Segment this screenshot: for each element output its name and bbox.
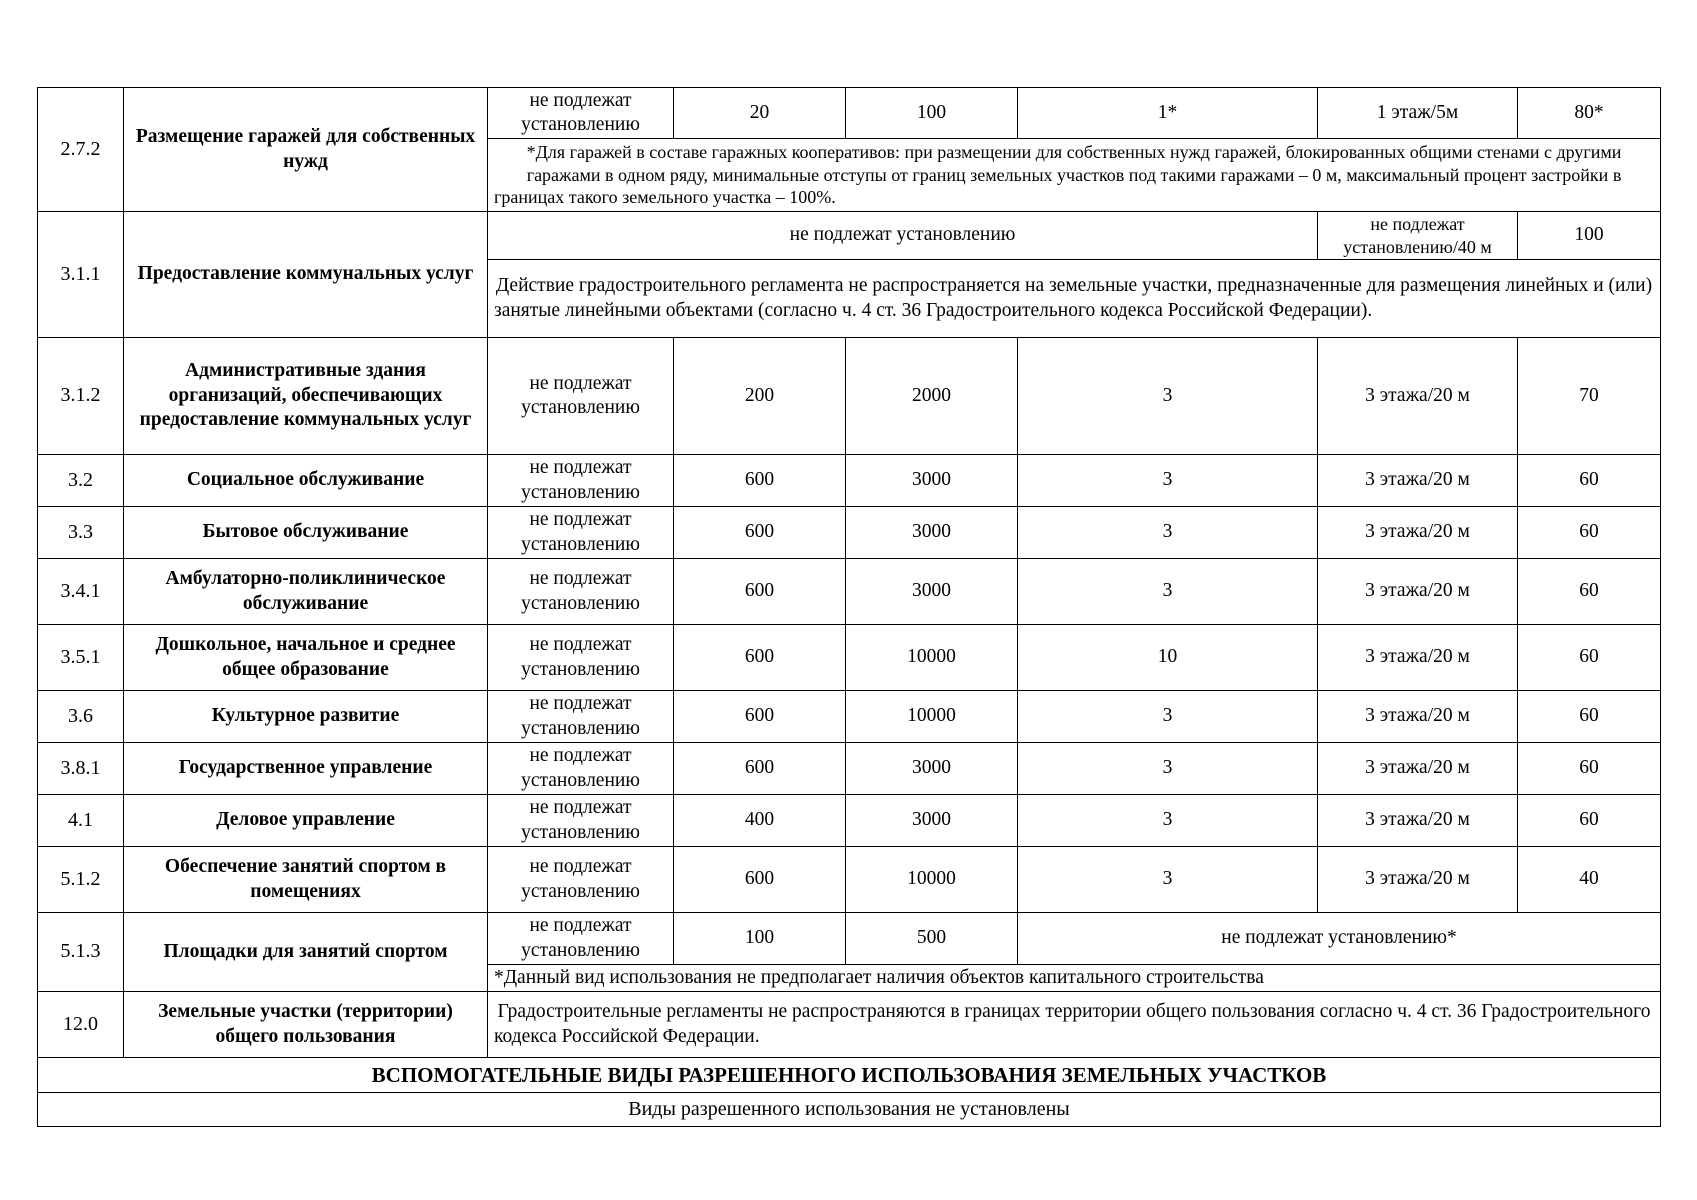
row-name: Предоставление коммунальных услуг <box>124 212 488 338</box>
cell-value: 600 <box>674 691 846 743</box>
cell-value: 1* <box>1018 88 1318 139</box>
row-code: 12.0 <box>38 992 124 1058</box>
cell-value: 10 <box>1018 625 1318 691</box>
cell-value: 3 этажа/20 м <box>1318 691 1518 743</box>
row-code: 4.1 <box>38 795 124 847</box>
cell-value: 60 <box>1518 507 1661 559</box>
cell-value: 3 <box>1018 847 1318 913</box>
row-code: 5.1.2 <box>38 847 124 913</box>
cell-value: 60 <box>1518 625 1661 691</box>
cell-value: 600 <box>674 743 846 795</box>
cell-value: 100 <box>846 88 1018 139</box>
table-row <box>38 913 1661 965</box>
cell-value: 3 этажа/20 м <box>1318 743 1518 795</box>
merged-value: не подлежат установлению* <box>1018 913 1661 965</box>
cell-value: не подлежат установлению <box>488 507 674 559</box>
cell-value: 600 <box>674 455 846 507</box>
row-code: 3.4.1 <box>38 559 124 625</box>
cell-value: не подлежат установлению <box>488 625 674 691</box>
cell-value: не подлежат установлению <box>488 559 674 625</box>
cell-value: 200 <box>674 338 846 455</box>
cell-value: не подлежат установлению/40 м <box>1318 212 1518 260</box>
section-text: Виды разрешенного использования не установлены <box>38 1093 1661 1127</box>
section-row <box>38 1093 1661 1127</box>
cell-value: 100 <box>674 913 846 965</box>
row-code: 3.2 <box>38 455 124 507</box>
cell-value: 20 <box>674 88 846 139</box>
cell-value: 80* <box>1518 88 1661 139</box>
cell-value: 3000 <box>846 559 1018 625</box>
cell-value: 3 <box>1018 691 1318 743</box>
row-code: 5.1.3 <box>38 913 124 992</box>
cell-value: 3 этажа/20 м <box>1318 625 1518 691</box>
row-name: Социальное обслуживание <box>124 455 488 507</box>
table-row <box>38 507 1661 559</box>
row-note: Градостроительные регламенты не распространяются в границах территории общего пользования согласно ч. 4 ст. 36 Градостроительного кодекса Российской Федерации. <box>488 992 1661 1058</box>
cell-value: 60 <box>1518 795 1661 847</box>
row-note: *Для гаражей в составе гаражных кооперативов: при размещении для собственных нужд гаражей, блокированных общими стенами с другими гаражами в одном ряду, минимальные отступы от границ земельных участков под такими гаражами – 0 м, максимальный процент застройки в границах такого земельного участка – 100%. <box>488 139 1661 212</box>
cell-value: 3 этажа/20 м <box>1318 559 1518 625</box>
cell-value: 10000 <box>846 625 1018 691</box>
row-name: Площадки для занятий спортом <box>124 913 488 992</box>
cell-value: 3 этажа/20 м <box>1318 507 1518 559</box>
cell-value: 3 <box>1018 455 1318 507</box>
cell-value: 60 <box>1518 743 1661 795</box>
cell-value: не подлежат установлению <box>488 338 674 455</box>
cell-value: 100 <box>1518 212 1661 260</box>
cell-value: 3000 <box>846 455 1018 507</box>
table-row <box>38 743 1661 795</box>
cell-value: не подлежат установлению <box>488 847 674 913</box>
row-code: 3.5.1 <box>38 625 124 691</box>
section-row <box>38 1058 1661 1093</box>
section-title: ВСПОМОГАТЕЛЬНЫЕ ВИДЫ РАЗРЕШЕННОГО ИСПОЛЬЗОВАНИЯ ЗЕМЕЛЬНЫХ УЧАСТКОВ <box>38 1058 1661 1093</box>
cell-value: не подлежат установлению <box>488 795 674 847</box>
row-note: Действие градостроительного регламента не распространяется на земельные участки, предназначенные для размещения линейных и (или) занятые линейными объектами (согласно ч. 4 ст. 36 Градостроительного кодекса Российской Федерации). <box>488 260 1661 338</box>
cell-value: 600 <box>674 847 846 913</box>
cell-value: 1 этаж/5м <box>1318 88 1518 139</box>
cell-value: 500 <box>846 913 1018 965</box>
row-name: Земельные участки (территории) общего пользования <box>124 992 488 1058</box>
table-row <box>38 847 1661 913</box>
cell-value: 40 <box>1518 847 1661 913</box>
table-row <box>38 795 1661 847</box>
cell-value: 3 этажа/20 м <box>1318 847 1518 913</box>
table-row <box>38 88 1661 139</box>
cell-value: 600 <box>674 559 846 625</box>
table-row <box>38 625 1661 691</box>
cell-value: не подлежат установлению <box>488 691 674 743</box>
cell-value: 600 <box>674 507 846 559</box>
row-name: Административные здания организаций, обеспечивающих предоставление коммунальных услуг <box>124 338 488 455</box>
cell-value: не подлежат установлению <box>488 88 674 139</box>
cell-value: 3 этажа/20 м <box>1318 338 1518 455</box>
row-name: Бытовое обслуживание <box>124 507 488 559</box>
row-name: Деловое управление <box>124 795 488 847</box>
row-code: 3.8.1 <box>38 743 124 795</box>
row-code: 2.7.2 <box>38 88 124 212</box>
cell-value: 3 <box>1018 795 1318 847</box>
row-code: 3.1.1 <box>38 212 124 338</box>
cell-value: 2000 <box>846 338 1018 455</box>
table-row <box>38 992 1661 1058</box>
row-code: 3.3 <box>38 507 124 559</box>
cell-value: 3 <box>1018 338 1318 455</box>
cell-value: 60 <box>1518 455 1661 507</box>
row-name: Обеспечение занятий спортом в помещениях <box>124 847 488 913</box>
table-row <box>38 559 1661 625</box>
regulations-table <box>37 87 1661 1127</box>
merged-value: не подлежат установлению <box>488 212 1318 260</box>
cell-value: не подлежат установлению <box>488 743 674 795</box>
cell-value: 3 <box>1018 743 1318 795</box>
cell-value: 3000 <box>846 795 1018 847</box>
row-code: 3.1.2 <box>38 338 124 455</box>
table-row <box>38 338 1661 455</box>
cell-value: 3 <box>1018 559 1318 625</box>
row-code: 3.6 <box>38 691 124 743</box>
row-name: Амбулаторно-поликлиническое обслуживание <box>124 559 488 625</box>
cell-value: 3000 <box>846 507 1018 559</box>
cell-value: 3 <box>1018 507 1318 559</box>
row-name: Дошкольное, начальное и среднее общее образование <box>124 625 488 691</box>
cell-value: 400 <box>674 795 846 847</box>
cell-value: 70 <box>1518 338 1661 455</box>
row-name: Государственное управление <box>124 743 488 795</box>
table-row <box>38 455 1661 507</box>
cell-value: 3 этажа/20 м <box>1318 455 1518 507</box>
table-row <box>38 691 1661 743</box>
row-note: *Данный вид использования не предполагает наличия объектов капитального строительства <box>488 965 1661 992</box>
cell-value: 3 этажа/20 м <box>1318 795 1518 847</box>
row-name: Размещение гаражей для собственных нужд <box>124 88 488 212</box>
cell-value: не подлежат установлению <box>488 913 674 965</box>
cell-value: не подлежат установлению <box>488 455 674 507</box>
cell-value: 3000 <box>846 743 1018 795</box>
cell-value: 600 <box>674 625 846 691</box>
table-row <box>38 212 1661 260</box>
cell-value: 60 <box>1518 691 1661 743</box>
row-name: Культурное развитие <box>124 691 488 743</box>
cell-value: 10000 <box>846 691 1018 743</box>
cell-value: 60 <box>1518 559 1661 625</box>
cell-value: 10000 <box>846 847 1018 913</box>
